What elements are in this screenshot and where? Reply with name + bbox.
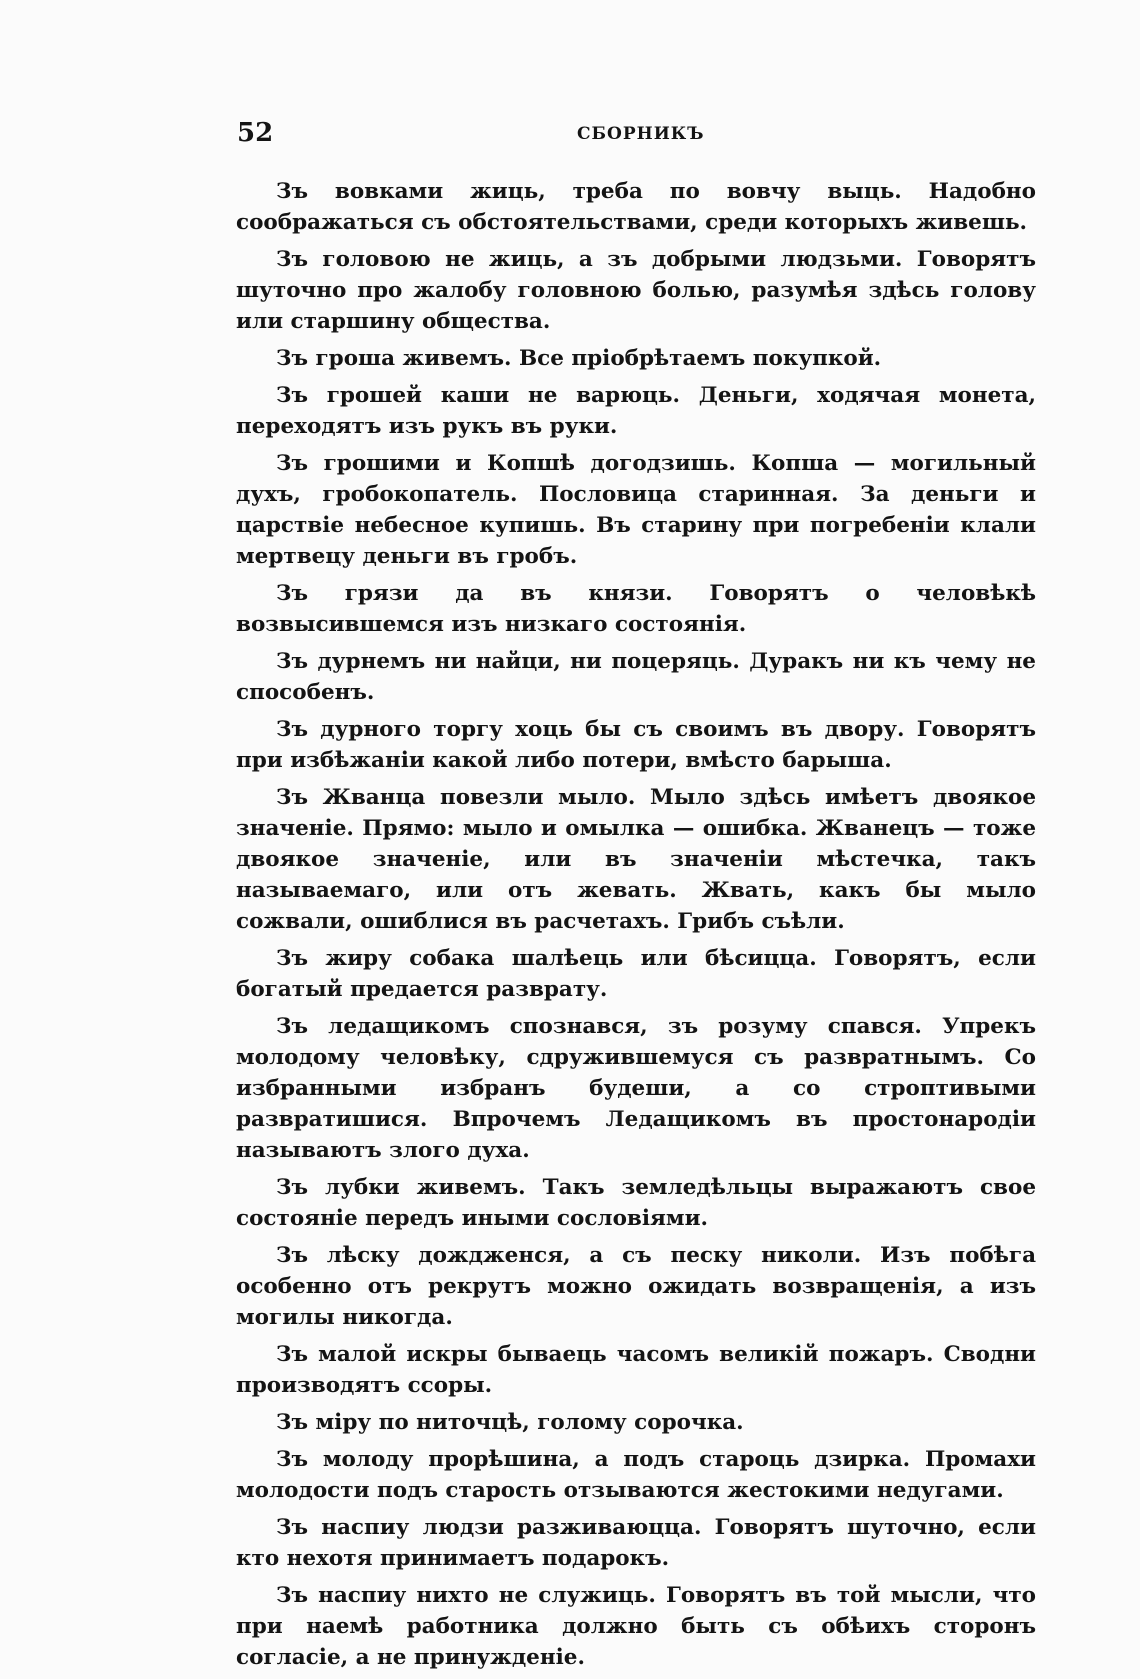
proverb-entry: Зъ Жванца повезли мыло. Мыло здѣсь имѣетъ двоякое значеніе. Прямо: мыло и омылка — ошибка. Жванецъ — тоже двоякое значеніе, или въ значеніи мѣстечка, такъ называемаго, или отъ жевать. Жвать, какъ бы мыло сожвали, ошиблися въ расчетахъ. Грибъ съѣли. xyxy=(236,785,1036,934)
running-title: СБОРНИКЪ xyxy=(577,124,705,144)
proverb-entry: Зъ лѣску дождженся, а съ песку николи. Изъ побѣга особенно отъ рекрутъ можно ожидать возвращенія, а изъ могилы никогда. xyxy=(236,1243,1036,1330)
proverb-entry: Зъ гроша живемъ. Все пріобрѣтаемъ покупкой. xyxy=(276,346,882,371)
proverb-entry: Зъ грязи да въ князи. Говорятъ о человѣкѣ возвысившемся изъ низкаго состоянія. xyxy=(236,581,1036,637)
proverb-entry: Зъ наспиу нихто не служиць. Говорятъ въ той мысли, что при наемѣ работника должно быть съ обѣихъ сторонъ согласіе, а не принужденіе. xyxy=(236,1583,1036,1670)
proverb-entry: Зъ грошей каши не варюць. Деньги, ходячая монета, переходятъ изъ рукъ въ руки. xyxy=(236,383,1036,439)
proverb-entry: Зъ міру по ниточцѣ, голому сорочка. xyxy=(276,1410,744,1435)
proverb-entry: Зъ вовками жиць, треба по вовчу выць. Надобно соображаться съ обстоятельствами, среди которыхъ живешь. xyxy=(236,179,1036,235)
page-number: 52 xyxy=(237,118,274,148)
proverb-entry: Зъ ледащикомъ спознався, зъ розуму спався. Упрекъ молодому человѣку, сдружившемуся съ развратнымъ. Со избранными избранъ будеши, а со строптивыми развратишися. Впрочемъ Ледащикомъ въ простонародіи называютъ злого духа. xyxy=(236,1014,1036,1163)
proverb-entry: Зъ дурнемъ ни найци, ни поцеряць. Дуракъ ни къ чему не способенъ. xyxy=(236,649,1036,705)
proverb-entry: Зъ малой искры бываець часомъ великій пожаръ. Сводни производятъ ссоры. xyxy=(236,1342,1036,1398)
proverb-entry: Зъ лубки живемъ. Такъ земледѣльцы выражаютъ свое состояніе передъ иными сословіями. xyxy=(236,1175,1036,1231)
proverb-entry: Зъ головою не жиць, а зъ добрыми людзьми. Говорятъ шуточно про жалобу головною болью, разумѣя здѣсь голову или старшину общества. xyxy=(236,247,1036,334)
proverb-entry: Зъ молоду прорѣшина, а подъ староць дзирка. Промахи молодости подъ старость отзываются жестокими недугами. xyxy=(236,1447,1036,1503)
proverb-entry: Зъ жиру собака шалѣець или бѣсицца. Говорятъ, если богатый предается разврату. xyxy=(236,946,1036,1002)
proverb-entry: Зъ грошими и Копшѣ догодзишь. Копша — могильный духъ, гробокопатель. Пословица старинная. За деньги и царствіе небесное купишь. Въ старину при погребеніи клали мертвецу деньги въ гробъ. xyxy=(236,451,1036,569)
proverb-list xyxy=(236,176,1036,1679)
proverb-entry: Зъ наспиу людзи разживаюцца. Говорятъ шуточно, если кто нехотя принимаетъ подарокъ. xyxy=(236,1515,1036,1571)
page-header xyxy=(237,118,1037,158)
proverb-entry: Зъ дурного торгу хоць бы съ своимъ въ двору. Говорятъ при избѣжаніи какой либо потери, вмѣсто барыша. xyxy=(236,717,1036,773)
